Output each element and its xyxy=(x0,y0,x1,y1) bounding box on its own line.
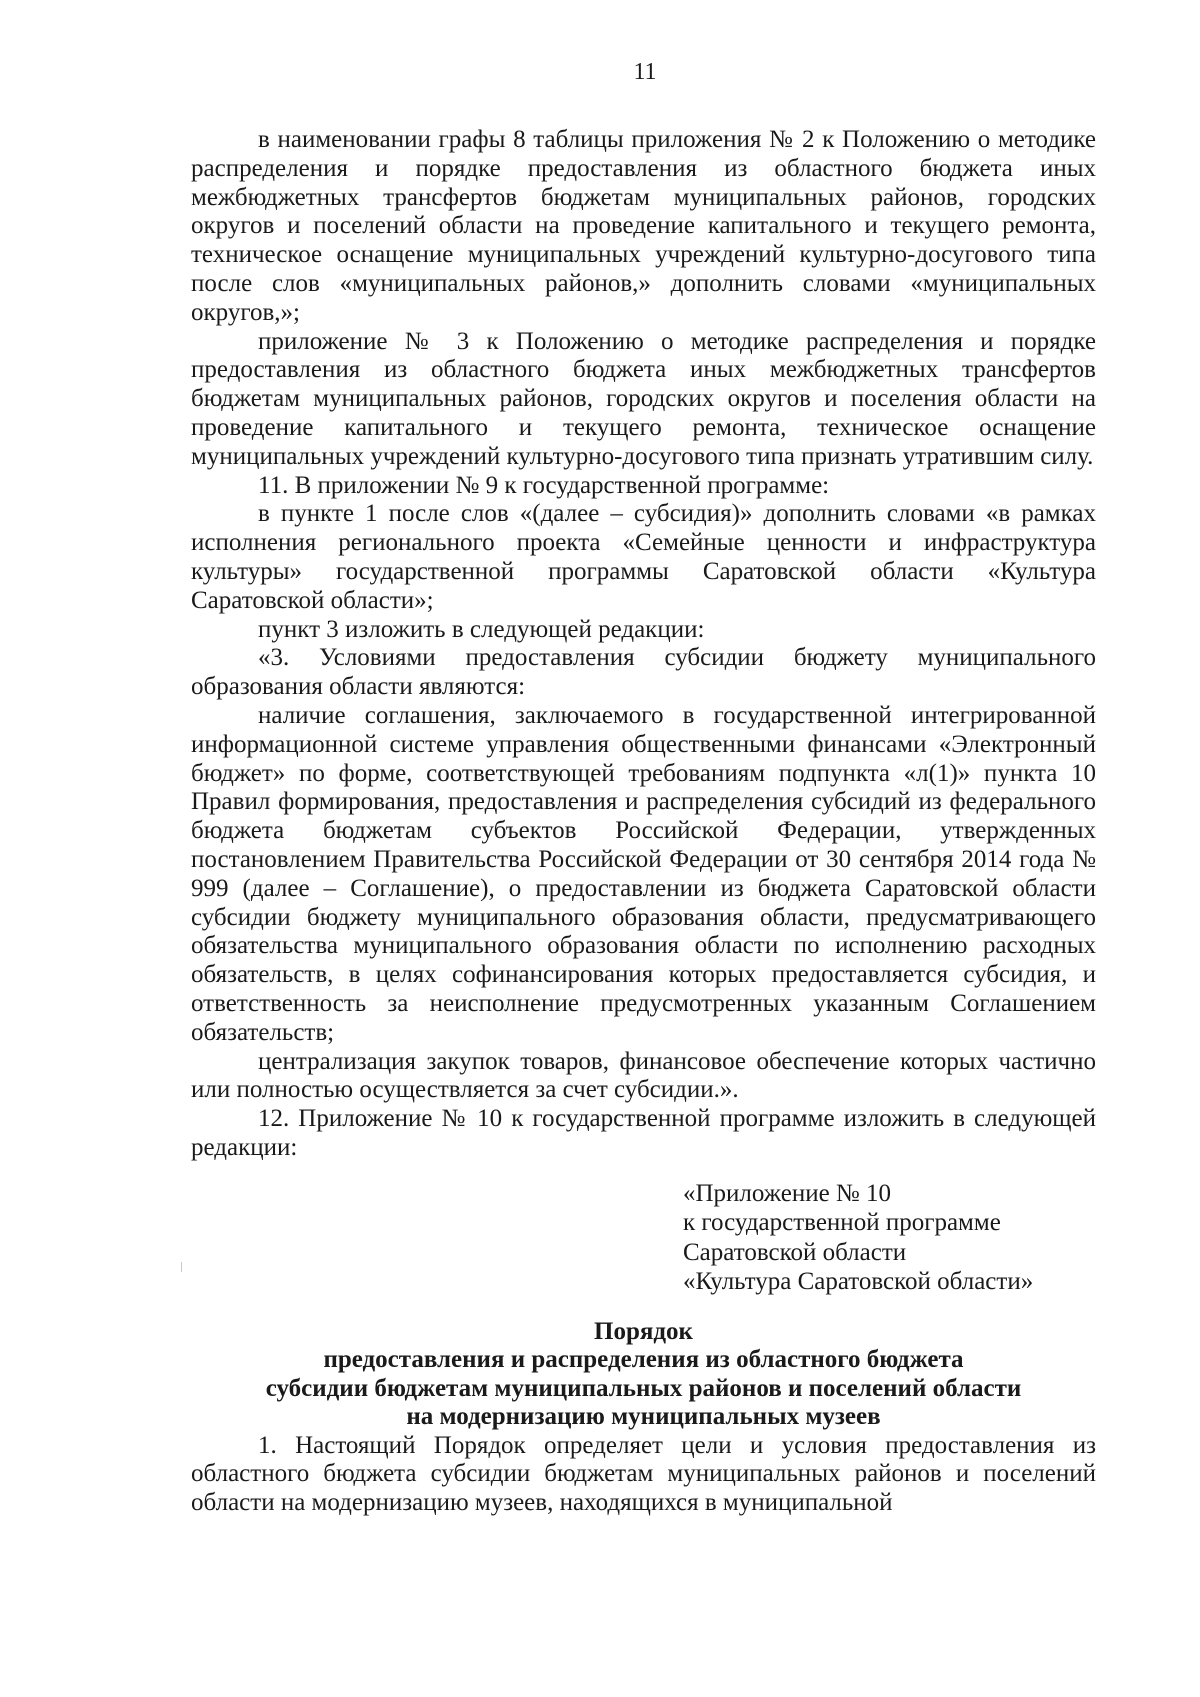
heading-line: на модернизацию муниципальных музеев xyxy=(406,1403,881,1431)
paragraph-item-12: 12. Приложение № 10 к государственной программе изложить в следующей редакции: xyxy=(191,1105,1096,1161)
heading-line: субсидии бюджетам муниципальных районов и поселений области xyxy=(265,1374,1022,1402)
paragraph-procedure-point-1: 1. Настоящий Порядок определяет цели и условия предоставления из областного бюджета субсидии бюджетам муниципальных районов и поселений области на модернизацию музеев, находящихся в муниципальной xyxy=(191,1431,1096,1517)
appendix-line: к государственной программе xyxy=(683,1209,1001,1237)
paragraph-agreement-condition: наличие соглашения, заключаемого в государственной интегрированной информационной системе управления общественными финансами «Электронный бюджет» по форме, соответствующей требованиям подпункта «л(1)» пункта 10 Правил формирования, предоставления и распределения субсидий из федерального бюджета бюджетам субъектов Российской Федерации, утвержденных постановлением Правительства Российской Федерации от 30 сентября 2014 года № 999 (далее – Соглашение), о предоставлении из бюджета Саратовской области субсидии бюджету муниципального образования области, предусматривающего обязательства муниципального образования области по исполнению расходных обязательств, в целях софинансирования которых предоставляется субсидия, и ответственность за неисполнение предусмотренных указанным Соглашением обязательств; xyxy=(191,701,1096,1046)
appendix-reference-block xyxy=(683,1179,1096,1297)
paragraph-item-11: 11. В приложении № 9 к государственной программе: xyxy=(258,471,830,499)
heading-line: предоставления и распределения из областного бюджета xyxy=(323,1346,964,1374)
appendix-line: Саратовской области xyxy=(683,1238,907,1266)
procedure-heading xyxy=(191,1318,1096,1432)
appendix-line: «Культура Саратовской области» xyxy=(683,1268,1034,1296)
document-body xyxy=(191,126,1096,1518)
paragraph-centralization-condition: централизация закупок товаров, финансовое обеспечение которых частично или полностью осуществляется за счет субсидии.». xyxy=(191,1047,1096,1104)
paragraph-appendix-3-repeal: приложение № 3 к Положению о методике распределения и порядке предоставления из областного бюджета иных межбюджетных трансфертов бюджетам муниципальных районов, городских округов и поселения области на проведение капитального и текущего ремонта, техническое оснащение муниципальных учреждений культурно-досугового типа признать утратившим силу. xyxy=(191,327,1096,470)
paragraph-point-1-amendment: в пункте 1 после слов «(далее – субсидия)» дополнить словами «в рамках исполнения регионального проекта «Семейные ценности и инфраструктура культуры» государственной программы Саратовской области «Культура Саратовской области»; xyxy=(191,500,1096,614)
paragraph-point-3-intro: пункт 3 изложить в следующей редакции: xyxy=(258,615,705,643)
appendix-line: «Приложение № 10 xyxy=(683,1179,892,1207)
scan-margin-mark xyxy=(181,1262,182,1272)
page-number: 11 xyxy=(633,59,657,85)
heading-line: Порядок xyxy=(594,1317,693,1345)
paragraph-point-3-conditions: «3. Условиями предоставления субсидии бюджету муниципального образования области являются: xyxy=(191,644,1096,701)
paragraph-graph-8-amendment: в наименовании графы 8 таблицы приложения № 2 к Положению о методике распределения и порядке предоставления из областного бюджета иных межбюджетных трансфертов бюджетам муниципальных районов, городских округов и поселений области на проведение капитального и текущего ремонта, техническое оснащение муниципальных учреждений культурно-досугового типа после слов «муниципальных районов,» дополнить словами «муниципальных округов,»; xyxy=(191,126,1096,326)
